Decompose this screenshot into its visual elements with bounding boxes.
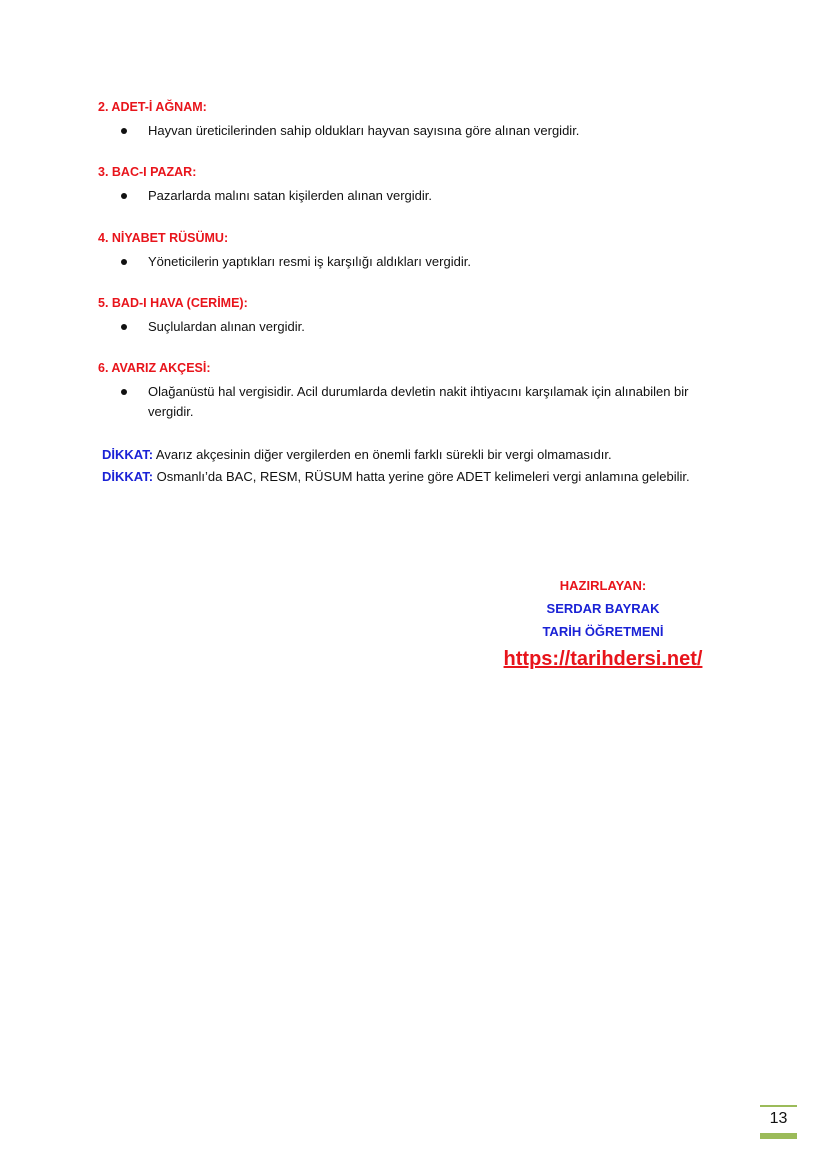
author-name: SERDAR BAYRAK [546,601,660,616]
note-text: Avarız akçesinin diğer vergilerden en önemli farklı sürekli bir vergi olmamasıdır. [153,447,612,462]
bullet-text: Olağanüstü hal vergisidir. Acil durumlarda devletin nakit ihtiyacını karşılamak için alınabilen bir vergidir. [148,384,689,419]
bullet-text: Hayvan üreticilerinden sahip oldukları hayvan sayısına göre alınan vergidir. [148,123,580,138]
section-heading: 6. AVARIZ AKÇESİ: [98,361,211,375]
bullet-text: Yöneticilerin yaptıkları resmi iş karşılığı aldıkları vergidir. [148,254,471,269]
prepared-by-label: HAZIRLAYAN: [559,578,647,593]
section-heading: 5. BAD-I HAVA (CERİME): [98,296,248,310]
page-number: 13 [769,1110,788,1127]
note-label: DİKKAT: [102,447,154,462]
note-label: DİKKAT: [102,469,154,484]
page-number-top-rule [760,1105,797,1107]
bullet-icon [121,128,127,134]
page-number-bottom-bar [760,1133,797,1139]
note [102,469,690,484]
bullet-text: Pazarlarda malını satan kişilerden alınan vergidir. [148,188,432,203]
bullet-icon [121,324,127,330]
section-heading: 3. BAC-I PAZAR: [98,165,197,179]
bullet-icon [121,259,127,265]
author-title: TARİH ÖĞRETMENİ [542,624,664,639]
note-text: Osmanlı’da BAC, RESM, RÜSUM hatta yerine göre ADET kelimeleri vergi anlamına gelebilir. [153,469,690,484]
website-link[interactable]: https://tarihdersi.net/ [503,648,703,670]
note [102,447,612,462]
bullet-text: Suçlulardan alınan vergidir. [148,319,305,334]
section-heading: 4. NİYABET RÜSÜMU: [98,231,229,245]
bullet-icon [121,193,127,199]
bullet-icon [121,389,127,395]
section-heading: 2. ADET-İ AĞNAM: [98,100,207,114]
